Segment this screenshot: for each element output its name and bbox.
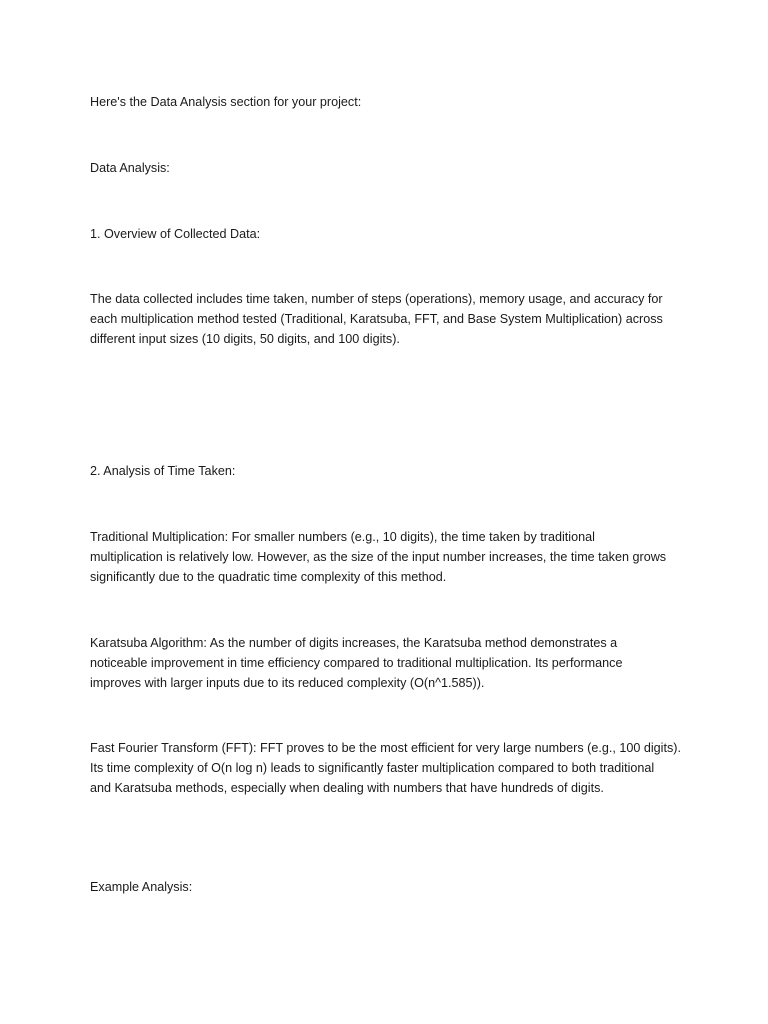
heading-line: Data Analysis:: [90, 161, 170, 175]
fft-line: Fast Fourier Transform (FFT): FFT proves to be the most efficient for very large numbers (e.g., 100 digits).: [90, 741, 681, 755]
karatsuba-line: noticeable improvement in time efficiency compared to traditional multiplication. Its performance: [90, 656, 623, 670]
section1-body-line: The data collected includes time taken, number of steps (operations), memory usage, and accuracy for: [90, 292, 663, 306]
section1-body-line: each multiplication method tested (Traditional, Karatsuba, FFT, and Base System Multiplication) across: [90, 312, 663, 326]
intro-text: [90, 92, 690, 112]
section2-title: [90, 461, 690, 481]
fft-paragraph: [90, 738, 690, 798]
karatsuba-line: improves with larger inputs due to its reduced complexity (O(n^1.585)).: [90, 676, 485, 690]
traditional-paragraph: [90, 527, 690, 587]
karatsuba-line: Karatsuba Algorithm: As the number of digits increases, the Karatsuba method demonstrates a: [90, 636, 618, 650]
section1-title: [90, 224, 690, 244]
traditional-line: significantly due to the quadratic time complexity of this method.: [90, 570, 447, 584]
section1-body: [90, 289, 690, 349]
traditional-line: Traditional Multiplication: For smaller numbers (e.g., 10 digits), the time taken by traditional: [90, 530, 595, 544]
example-heading: [90, 877, 690, 897]
section2-title-line: 2. Analysis of Time Taken:: [90, 464, 236, 478]
traditional-line: multiplication is relatively low. However, as the size of the input number increases, the time taken grows: [90, 550, 667, 564]
section1-body-line: different input sizes (10 digits, 50 digits, and 100 digits).: [90, 332, 400, 346]
fft-line: and Karatsuba methods, especially when dealing with numbers that have hundreds of digits.: [90, 781, 604, 795]
section1-title-line: 1. Overview of Collected Data:: [90, 227, 261, 241]
section-heading: [90, 158, 690, 178]
karatsuba-paragraph: [90, 633, 690, 693]
example-heading-line: Example Analysis:: [90, 880, 193, 894]
fft-line: Its time complexity of O(n log n) leads to significantly faster multiplication compared to both traditional: [90, 761, 655, 775]
intro-line: Here's the Data Analysis section for your project:: [90, 95, 362, 109]
